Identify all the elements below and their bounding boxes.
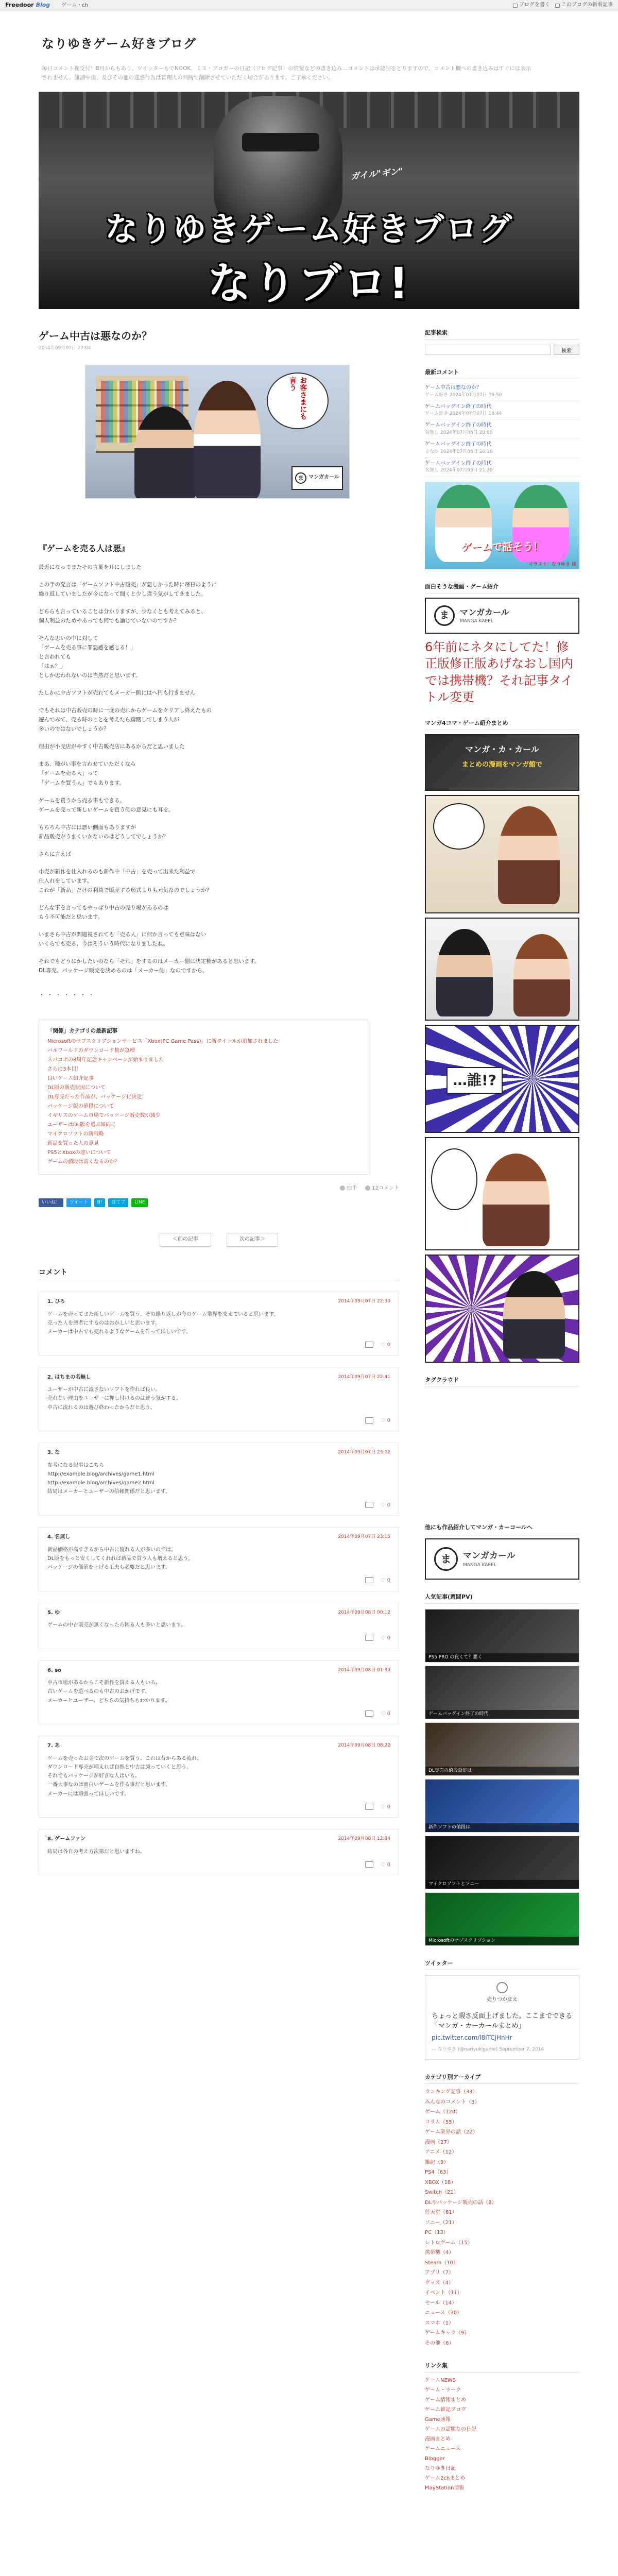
recent-comment-title[interactable]: ゲーム中古は悪なのか？ <box>425 385 482 391</box>
comics-heading: マンガ4コマ・ゲーム紹介まとめ <box>425 719 579 730</box>
category-link[interactable]: 携帯機（4） <box>425 2250 454 2256</box>
blog-description: 毎日コメント欄受付！8月からもあり、ツイッターもでNOOK、ミス・ブロガーの日記（ブログ記事）の情報などの書き込み…コメントは承認制をとりますので、コメント欄への書き込みはすぐには表示されません。誹謗中傷、及びその他の迷惑行為は管理人の判断で削除させていただく場合があります。ご了承ください。 <box>42 65 531 81</box>
comment-like-count: 0 <box>387 1861 390 1868</box>
recent-comments-block <box>425 368 579 477</box>
comment-body: 結局は各自の考え方次第だと思いますね。 <box>47 1849 145 1855</box>
comment-header <box>47 1298 390 1306</box>
tag-cloud-area <box>425 1386 579 1510</box>
external-link[interactable]: なりゆき日記 <box>425 2466 456 2472</box>
post-paragraph: 小売が新作を仕入れるのも新作中「中古」を売って出来た利益で 仕入れをしています。 これが「新品」だけの利益で販売する形式よりも元気なのでしょうか？ <box>39 868 212 893</box>
man-character <box>134 406 196 499</box>
comment-author[interactable]: 4. 名無し <box>47 1534 71 1540</box>
comment-header <box>47 1667 390 1675</box>
category-link[interactable]: 漫画（27） <box>425 2139 452 2145</box>
comic-banner[interactable] <box>425 734 579 791</box>
comic-character-1 <box>498 806 560 904</box>
speech-bubble: お客さまにも言う <box>267 372 329 429</box>
share-button[interactable]: いいね！ <box>39 1198 63 1207</box>
category-link[interactable]: DLやパッケージ販売の話（8） <box>425 2199 497 2206</box>
post-paragraph: たしかに中古ソフトが売れてもメーカー側にはへ円も行きません <box>39 690 196 697</box>
comment-footer <box>47 1861 390 1869</box>
recent-comment-meta: ゲーム好き 2024年07月07日 10:44 <box>425 411 502 417</box>
share-button[interactable]: はてブ <box>108 1198 128 1207</box>
comic-banner-title: マンガ・カ・カール <box>465 744 539 754</box>
related-post-link[interactable]: 新品を買った人の意見 <box>47 1140 99 1146</box>
list-icon <box>555 4 560 8</box>
external-link[interactable]: ゲーム・ラーク <box>425 2387 461 2394</box>
reply-icon[interactable] <box>365 1861 373 1868</box>
recent-comment-meta: 名無し 2024年07月06日 20:00 <box>425 430 493 435</box>
comment-body: ゲームを売ってまた新しいゲームを買う。その繰り返しが今のゲーム業界を支えていると思います。 売った人を悪者にするのはおかしいと思います。 メーカーは中古でも売れるようなゲームを作ってほしいです。 <box>47 1311 279 1335</box>
main-column <box>39 329 399 2493</box>
ranking-item[interactable] <box>425 1892 579 1946</box>
post-paragraph: もちろん中古には悪い側面もありますが 新品販売がうまくいかないのはどうしてでしょうか？ <box>39 824 168 840</box>
category-link[interactable]: ゲームキャラ（9） <box>425 2330 470 2336</box>
comment-date: 2014年09月08日 08:22 <box>338 1743 390 1749</box>
categories-heading: カテゴリ別アーカイブ <box>425 2073 579 2084</box>
like-heart-icon[interactable]: ♡ 0 <box>381 1861 390 1868</box>
like-heart-icon[interactable]: ♡ 0 <box>381 1635 390 1641</box>
post-paragraph: さらに言えば <box>39 851 71 857</box>
manga-logo-mark-2: ま <box>434 1547 458 1571</box>
comment-like-count: 0 <box>387 1417 390 1423</box>
comment-author[interactable]: 6. so <box>47 1667 62 1673</box>
related-post-link[interactable]: パルワールドのダウンロード数が急増 <box>47 1047 135 1054</box>
related-post-link[interactable]: パッケージ版の値段について <box>47 1103 114 1109</box>
related-heading: 「関係」カテゴリの最新記事 <box>47 1027 118 1034</box>
categories-block <box>425 2073 579 2348</box>
related-post-link[interactable]: ユーザーはDL版を選ぶ傾向に <box>47 1122 116 1128</box>
reply-icon[interactable] <box>365 1342 373 1348</box>
post-paragraph: そんな思いの中に対して 「ゲームを売る事に罪悪感を感じる！」 と言われても 「はぁ？」 としか思われないのは当然だと思います。 <box>39 635 141 679</box>
related-post-link[interactable]: イギリスのゲーム市場でパッケージ販売数が減少 <box>47 1112 161 1118</box>
comment-header <box>47 1449 390 1457</box>
share-button[interactable]: B! <box>94 1198 106 1207</box>
recent-comment-item <box>425 439 579 458</box>
comment-footer <box>47 1502 390 1510</box>
brand-sub[interactable]: Blog <box>36 2 50 9</box>
comment-header <box>47 1742 390 1750</box>
comment-body: ゲームを売ったお金で次のゲームを買う、これは昔からある流れ。 ダウンロード専売が増えれば自然と中古は減っていくと思う。 それでもパッケージが好きな人はいる。 一番大事なのは面白いゲームを作る事だと思います。 メーカーには頑張ってほしいです。 <box>47 1755 202 1797</box>
manga-sub: MANGA KAEEL <box>460 619 493 624</box>
category-link[interactable]: ゲーム業界の話（22） <box>425 2129 478 2136</box>
recent-comment-item <box>425 458 579 477</box>
related-post-link[interactable]: DL版の販売状況について <box>47 1084 106 1091</box>
related-list <box>47 1037 359 1167</box>
ranking-caption: ゲームバッグイン終了の時代 <box>425 1710 579 1719</box>
ranking-heading: 人気記事(週間PV) <box>425 1593 579 1604</box>
category-link[interactable]: PS4（63） <box>425 2170 452 2176</box>
category-link[interactable]: Steam（10） <box>425 2260 459 2266</box>
comments-heading: コメント <box>39 1267 399 1280</box>
red-announcement[interactable]: 6年前にネタにしてた！修正版修正版あげなおし国内では携帯機？それ記事タイトル変更 <box>425 640 573 705</box>
recent-comment-item <box>425 382 579 401</box>
reply-icon[interactable] <box>365 1577 373 1583</box>
manga-block <box>425 583 579 634</box>
like-heart-icon[interactable]: ♡ 0 <box>381 1342 390 1348</box>
page-wrapper <box>39 35 579 2493</box>
comic-character-4 <box>483 1154 550 1246</box>
section-heading: 『ゲームを売る人は悪』 <box>39 543 130 553</box>
tweet-meta: — なりゆき (@nariyukigame) September 7, 2014 <box>432 2047 544 2053</box>
ranking-item[interactable] <box>425 1666 579 1719</box>
ranking-item[interactable] <box>425 1609 579 1663</box>
related-post-link[interactable]: スパロボの8周年記念キャンペーンが始まりました <box>47 1057 164 1063</box>
comment-author[interactable]: 1. ひろ <box>47 1299 65 1305</box>
comment-date: 2014年09月07日 23:02 <box>338 1450 390 1455</box>
comment-like-count: 0 <box>387 1342 390 1348</box>
recent-comment-meta: まなか 2024年07月06日 20:16 <box>425 449 493 454</box>
comments-count: 12コメント <box>372 1185 399 1191</box>
comment-like-count: 0 <box>387 1578 390 1584</box>
comment-author[interactable]: 3. な <box>47 1450 60 1456</box>
reply-icon[interactable] <box>365 1710 373 1717</box>
blog-title[interactable]: なりゆきゲーム好きブログ <box>42 37 196 51</box>
comment-header <box>47 1609 390 1617</box>
share-button[interactable]: LINE <box>131 1198 148 1207</box>
search-button[interactable]: 検索 <box>554 345 579 355</box>
category-list <box>425 2087 579 2348</box>
category-link[interactable]: イベント（11） <box>425 2290 462 2296</box>
external-link[interactable]: 漫画まとめ <box>425 2436 451 2443</box>
comic-bubble-2 <box>431 1148 477 1210</box>
category-link[interactable]: ソニー（21） <box>425 2219 457 2226</box>
post-paragraph: この手の発言は「ゲームソフト中古販売」が悪しかった時に毎日のように 繰り返していましたが今になって聞くと少し違う気がしてきました。 <box>39 581 217 597</box>
comment-footer <box>47 1635 390 1642</box>
comment-like-count: 0 <box>387 1635 390 1641</box>
comic-character-5 <box>503 1271 565 1359</box>
logo-text: マンガカール <box>308 474 339 481</box>
comic-panel-3[interactable] <box>425 1025 579 1133</box>
clap-icon <box>340 1185 345 1191</box>
write-blog-label: ブログを書く <box>519 2 550 8</box>
comment-date: 2014年09月07日 22:30 <box>338 1299 390 1304</box>
comic-panel-text: …誰!? <box>447 1067 503 1094</box>
ranking-caption: PS5 PRO の良くて？悪く <box>425 1653 579 1662</box>
category-link[interactable]: Switch（21） <box>425 2190 459 2196</box>
category-link[interactable]: ゲーム（120） <box>425 2109 461 2115</box>
manga-logo-name-2 <box>463 1550 516 1569</box>
separator-dots: ・・・・・・・ <box>39 991 97 999</box>
comment-author[interactable]: 5. ゆ <box>47 1609 60 1616</box>
recent-comment-item <box>425 420 579 439</box>
comment-footer <box>47 1342 390 1349</box>
recent-comment-title[interactable]: ゲームバッグイン終了の時代 <box>425 422 492 429</box>
comment <box>39 1829 399 1875</box>
tweet-link[interactable]: pic.twitter.com/l8iTCjHnHr <box>432 2033 512 2041</box>
category-link[interactable]: PC（13） <box>425 2230 449 2236</box>
external-link[interactable]: PlayStation情報 <box>425 2485 465 2492</box>
like-heart-icon[interactable]: ♡ 0 <box>381 1578 390 1584</box>
like-heart-icon[interactable]: ♡ 0 <box>381 1417 390 1423</box>
reply-icon[interactable] <box>365 1502 373 1508</box>
share-buttons <box>39 1198 399 1207</box>
girl-character <box>194 381 261 499</box>
comment-body: 新品価格が高すぎるから中古に流れる人が多いのでは。 DL版をもっと安くしてくれれば新品で買う人も増えると思う。 パッケージの価値を上げる工夫も必要だと思います。 <box>47 1547 194 1570</box>
logo-mark: ま <box>295 472 306 484</box>
pencil-icon <box>513 4 518 8</box>
top-links <box>513 2 613 9</box>
post-title[interactable]: ゲーム中古は悪なのか？ <box>39 330 152 343</box>
ranking-caption: マイクロソフトとソニー <box>425 1880 579 1889</box>
manga-name: マンガカール <box>460 607 509 617</box>
banner-stamp: ガイル"ギン" <box>350 166 404 182</box>
like-heart-icon[interactable]: ♡ 0 <box>381 1710 390 1717</box>
comment-body: 参考になる記事はこちら http://example.blog/archives/game1.html http://example.blog/archives/game2.html 結局はメーカーとユーザーの信頼関係だと思います。 <box>47 1462 170 1495</box>
like-link[interactable] <box>340 1185 357 1193</box>
links-block <box>425 2362 579 2493</box>
banner-title-line2: なりブロ! <box>207 258 411 309</box>
related-post-link[interactable]: ゲームの値段は高くなるのか？ <box>47 1159 119 1165</box>
twitter-heading: ツイッター <box>425 1959 579 1970</box>
comics-block <box>425 719 579 1363</box>
comic-character-3 <box>513 934 570 1016</box>
category-link[interactable]: みんなのコメント（3） <box>425 2099 480 2105</box>
ad-banner-text: ゲームで話そう！ <box>461 540 543 553</box>
manga-logo-banner-2[interactable] <box>425 1538 579 1580</box>
recent-comment-item <box>425 401 579 420</box>
post-paragraph: 理由が小売店がやすく中古販売店にあるからだと思いました <box>39 743 185 750</box>
category-link[interactable]: セール（14） <box>425 2300 457 2306</box>
post-body <box>39 563 399 976</box>
twitter-bird-icon <box>496 1982 508 1993</box>
search-heading: 記事検索 <box>425 329 579 340</box>
comment <box>39 1603 399 1649</box>
external-link[interactable]: ゲームNEWS <box>425 2378 456 2384</box>
ranking-caption: DL専売の値段設定は <box>425 1767 579 1775</box>
share-button[interactable]: ツイート <box>66 1198 91 1207</box>
comment <box>39 1367 399 1432</box>
category-link[interactable]: レトロゲーム（15） <box>425 2240 473 2246</box>
related-post-link[interactable]: さらに3本目！ <box>47 1066 82 1072</box>
post-date: 2014年09月07日 22:04 <box>39 346 91 351</box>
related-posts <box>39 1020 368 1175</box>
sidebar <box>425 329 579 2493</box>
post-paragraph: どちらも言っていることは分かりますが、少なくとも考えてみると、 個人利益のためやあっても何でも論じていないのですか？ <box>39 608 207 624</box>
category-link[interactable]: コラム（55） <box>425 2119 457 2125</box>
category-link[interactable]: アプリ（7） <box>425 2270 454 2276</box>
post-paragraph: どんな事を言ってもやっぱり中古の売り場があるのは もう不可能だと思います。 <box>39 904 168 920</box>
comment <box>39 1527 399 1591</box>
search-row <box>425 345 579 355</box>
comment-header <box>47 1836 390 1843</box>
comment-icon <box>365 1185 370 1191</box>
twitter-block <box>425 1959 579 2060</box>
comic-bubble-1 <box>433 803 485 850</box>
comment-footer <box>47 1417 390 1425</box>
comic-panel-2[interactable] <box>425 918 579 1021</box>
comic-character-2 <box>436 929 493 1016</box>
comic-panel-1[interactable] <box>425 795 579 913</box>
comment-like-count: 0 <box>387 1502 390 1508</box>
related-post-link[interactable]: PS5とXboxの違いについて <box>47 1149 111 1156</box>
related-post-link[interactable]: Microsoftのサブスクリプションサービス「Xbox(PC Game Pass)」に新タイトルが追加されました <box>47 1038 279 1044</box>
comment <box>39 1292 399 1356</box>
post-paragraph: まあ、種がい事を言わせていただくなら 「ゲームを売る人」って 「ゲームを買う人」でもあります。 <box>39 761 136 786</box>
recent-comment-meta: 名無し 2024年07月05日 21:30 <box>425 468 493 473</box>
reply-icon[interactable] <box>365 1635 373 1641</box>
like-heart-icon[interactable]: ♡ 0 <box>381 1804 390 1810</box>
post-image[interactable] <box>85 365 350 499</box>
content-columns <box>39 329 579 2493</box>
sub-manga-block <box>425 1523 579 1580</box>
comment-date: 2014年09月08日 00:12 <box>338 1609 390 1615</box>
category-link[interactable]: 任天堂（61） <box>425 2210 457 2216</box>
external-link[interactable]: ゲームの話題なの日記 <box>425 2427 476 2433</box>
comment-author[interactable]: 8. ゲームファン <box>47 1836 86 1842</box>
brand-logo[interactable]: Freedoor <box>5 2 34 9</box>
comment-date: 2014年09月07日 22:41 <box>338 1374 390 1380</box>
category-link[interactable]: スマホ（1） <box>425 2320 454 2326</box>
write-blog-link[interactable] <box>513 2 550 9</box>
comment <box>39 1660 399 1725</box>
new-posts-link[interactable] <box>555 2 613 9</box>
recent-list <box>425 382 579 477</box>
external-link[interactable]: ゲーム雑記ブログ <box>425 2407 466 2413</box>
category-link[interactable]: ゲーム・ch <box>61 3 89 9</box>
category-link[interactable]: アニメ（12） <box>425 2149 457 2156</box>
external-link[interactable]: Game速報 <box>425 2417 451 2423</box>
recent-comment-title[interactable]: ゲームバッグイン終了の時代 <box>425 403 492 410</box>
ranking-block <box>425 1593 579 1946</box>
tag-block <box>425 1376 579 1511</box>
external-link[interactable]: Blogger <box>425 2456 445 2462</box>
tweet-text: ちょっと暇さ反面上げました。ここまでできる「マンガ・カーカールまとめ」 <box>432 2012 573 2030</box>
comment-author[interactable]: 7. あ <box>47 1743 60 1749</box>
manga-name-2: マンガカール <box>463 1550 516 1561</box>
comic-panel-5[interactable] <box>425 1255 579 1363</box>
category-link[interactable]: 雑記（9） <box>425 2159 449 2165</box>
ranking-caption: Microsoftのサブスクリプション <box>425 1937 579 1945</box>
ranking-item[interactable] <box>425 1722 579 1776</box>
comment-author[interactable]: 2. はちまの名無し <box>47 1374 91 1380</box>
comment-header <box>47 1534 390 1541</box>
post-paragraph: でもそれは中古販売の時に一度の売れからゲームをクリアし終えたもの 遊んでみて、売る時のことを考えたら躊躇してしまう人が 多いのではないでしょうか？ <box>39 707 212 733</box>
manga-logo <box>291 466 343 490</box>
comment-body: ゲームの中古販売が無くなったら困る人も多いと思います。 <box>47 1622 186 1629</box>
manga-logo-name <box>460 606 509 625</box>
post-paragraph: ゲームを買うから売る事もできる。 ゲームを売って新しいゲームを買う側の意見にも耳を。 <box>39 797 174 813</box>
category-link[interactable]: ランキング記事（33） <box>425 2089 478 2095</box>
header-banner[interactable] <box>39 92 579 309</box>
comment <box>39 1736 399 1818</box>
ad-banner-1[interactable] <box>425 482 579 569</box>
comment-body: ユーザーが中古に流さないソフトを作れば良い。 売れない理由をユーザーに押し付けるのは違う気がする。 中古に流れるのは遊び終わったからだと思う。 <box>47 1387 181 1411</box>
comment-like-count: 0 <box>387 1710 390 1717</box>
links-heading: リンク集 <box>425 2362 579 2372</box>
category-link[interactable]: グッズ（4） <box>425 2280 454 2286</box>
comment <box>39 1443 399 1516</box>
top-bar <box>0 0 618 11</box>
post-paragraph: それでもどうにかしたいのなら「それ」をするのはメーカー側に決定権があると思います。 DL専売、パッケージ販売を決めるのは「メーカー側」なのですから。 <box>39 958 260 974</box>
twitter-name[interactable]: 売りつかまえ <box>487 1997 518 2003</box>
category-link[interactable]: ニュース（30） <box>425 2310 462 2316</box>
comment-date: 2014年09月08日 12:04 <box>338 1836 390 1842</box>
pager <box>39 1233 399 1247</box>
next-post-button[interactable]: 次の記事＞ <box>227 1233 278 1247</box>
comment-like-count: 0 <box>387 1804 390 1810</box>
comment-header <box>47 1374 390 1382</box>
recent-comment-meta: ゲーム好き 2024年07月07日 09:50 <box>425 392 502 398</box>
reply-icon[interactable] <box>365 1804 373 1810</box>
comic-banner-sub: まとめの漫画をマンガ館で <box>461 760 542 769</box>
external-link[interactable]: ゲーム情報まとめ <box>425 2397 466 2403</box>
ranking-item[interactable] <box>425 1836 579 1889</box>
post-meta <box>39 1185 399 1193</box>
new-posts-label: このブログの新着記事 <box>561 2 613 8</box>
manga-logo-mark: ま <box>434 605 455 626</box>
recent-comment-title[interactable]: ゲームバッグイン終了の時代 <box>425 442 492 447</box>
comment-footer <box>47 1804 390 1811</box>
comment-body: 中古市場があるからこそ新作を買える人もいる。 古いゲームを遊べるのも中古のおかげです。 メーカーとユーザー、どちらの気持ちもわかります。 <box>47 1680 170 1704</box>
category-link[interactable]: その他（6） <box>425 2340 454 2346</box>
comments-list <box>39 1292 399 1875</box>
comment-footer <box>47 1577 390 1585</box>
recent-heading: 最新コメント <box>425 368 579 379</box>
comment-footer <box>47 1710 390 1718</box>
manga-sub-2: MANGA KAEEL <box>463 1563 496 1568</box>
twitter-widget[interactable] <box>425 1975 579 2060</box>
post-paragraph: 最近になってまたその言葉を耳にしました <box>39 564 142 570</box>
comment-date: 2014年09月07日 23:15 <box>338 1534 390 1540</box>
manga-heading: 面白そうな漫画・ゲーム紹介 <box>425 583 579 594</box>
ranking-item[interactable] <box>425 1779 579 1833</box>
search-input[interactable] <box>425 345 551 355</box>
related-post-link[interactable]: 良いゲーム紹介記事 <box>47 1075 94 1081</box>
tag-heading: タグクラウド <box>425 1376 579 1387</box>
comment-date: 2014年09月08日 01:30 <box>338 1667 390 1673</box>
banner-robot-visor <box>242 133 319 151</box>
link-list <box>425 2376 579 2493</box>
like-label: 拍手 <box>347 1185 357 1191</box>
ranking-caption: 新作ソフトの値段は <box>425 1823 579 1832</box>
post-paragraph: いまさら中古が問題視されても「売る人」に何か言っても意味はない いくらでも売る、今はそういう時代になりましたね。 <box>39 931 207 947</box>
external-link[interactable]: ゲーム2chまとめ <box>425 2476 466 2482</box>
like-heart-icon[interactable]: ♡ 0 <box>381 1502 390 1508</box>
recent-comment-title[interactable]: ゲームバッグイン終了の時代 <box>425 460 492 466</box>
banner-title-line1: なりゆきゲーム好きブログ <box>105 211 513 249</box>
external-link[interactable]: ゲームニュース <box>425 2446 461 2452</box>
manga-logo-banner[interactable] <box>425 598 579 634</box>
ranking-list <box>425 1609 579 1946</box>
category-link[interactable]: XBOX（18） <box>425 2179 456 2185</box>
search-block <box>425 329 579 355</box>
related-post-link[interactable]: DL専売だった作品が、パッケージ化決定！ <box>47 1094 147 1100</box>
brand[interactable] <box>5 1 88 10</box>
reply-icon[interactable] <box>365 1417 373 1423</box>
ad-banner-caption: イラスト：なりゆき 様 <box>528 562 576 568</box>
prev-post-button[interactable]: ＜前の記事 <box>160 1233 211 1247</box>
sub-heading: 他にも作品紹介してマンガ・カーコールへ <box>425 1523 579 1534</box>
comments-link[interactable] <box>365 1185 399 1193</box>
related-post-link[interactable]: マイクロソフトの新戦略 <box>47 1131 104 1137</box>
comic-panel-4[interactable] <box>425 1137 579 1250</box>
